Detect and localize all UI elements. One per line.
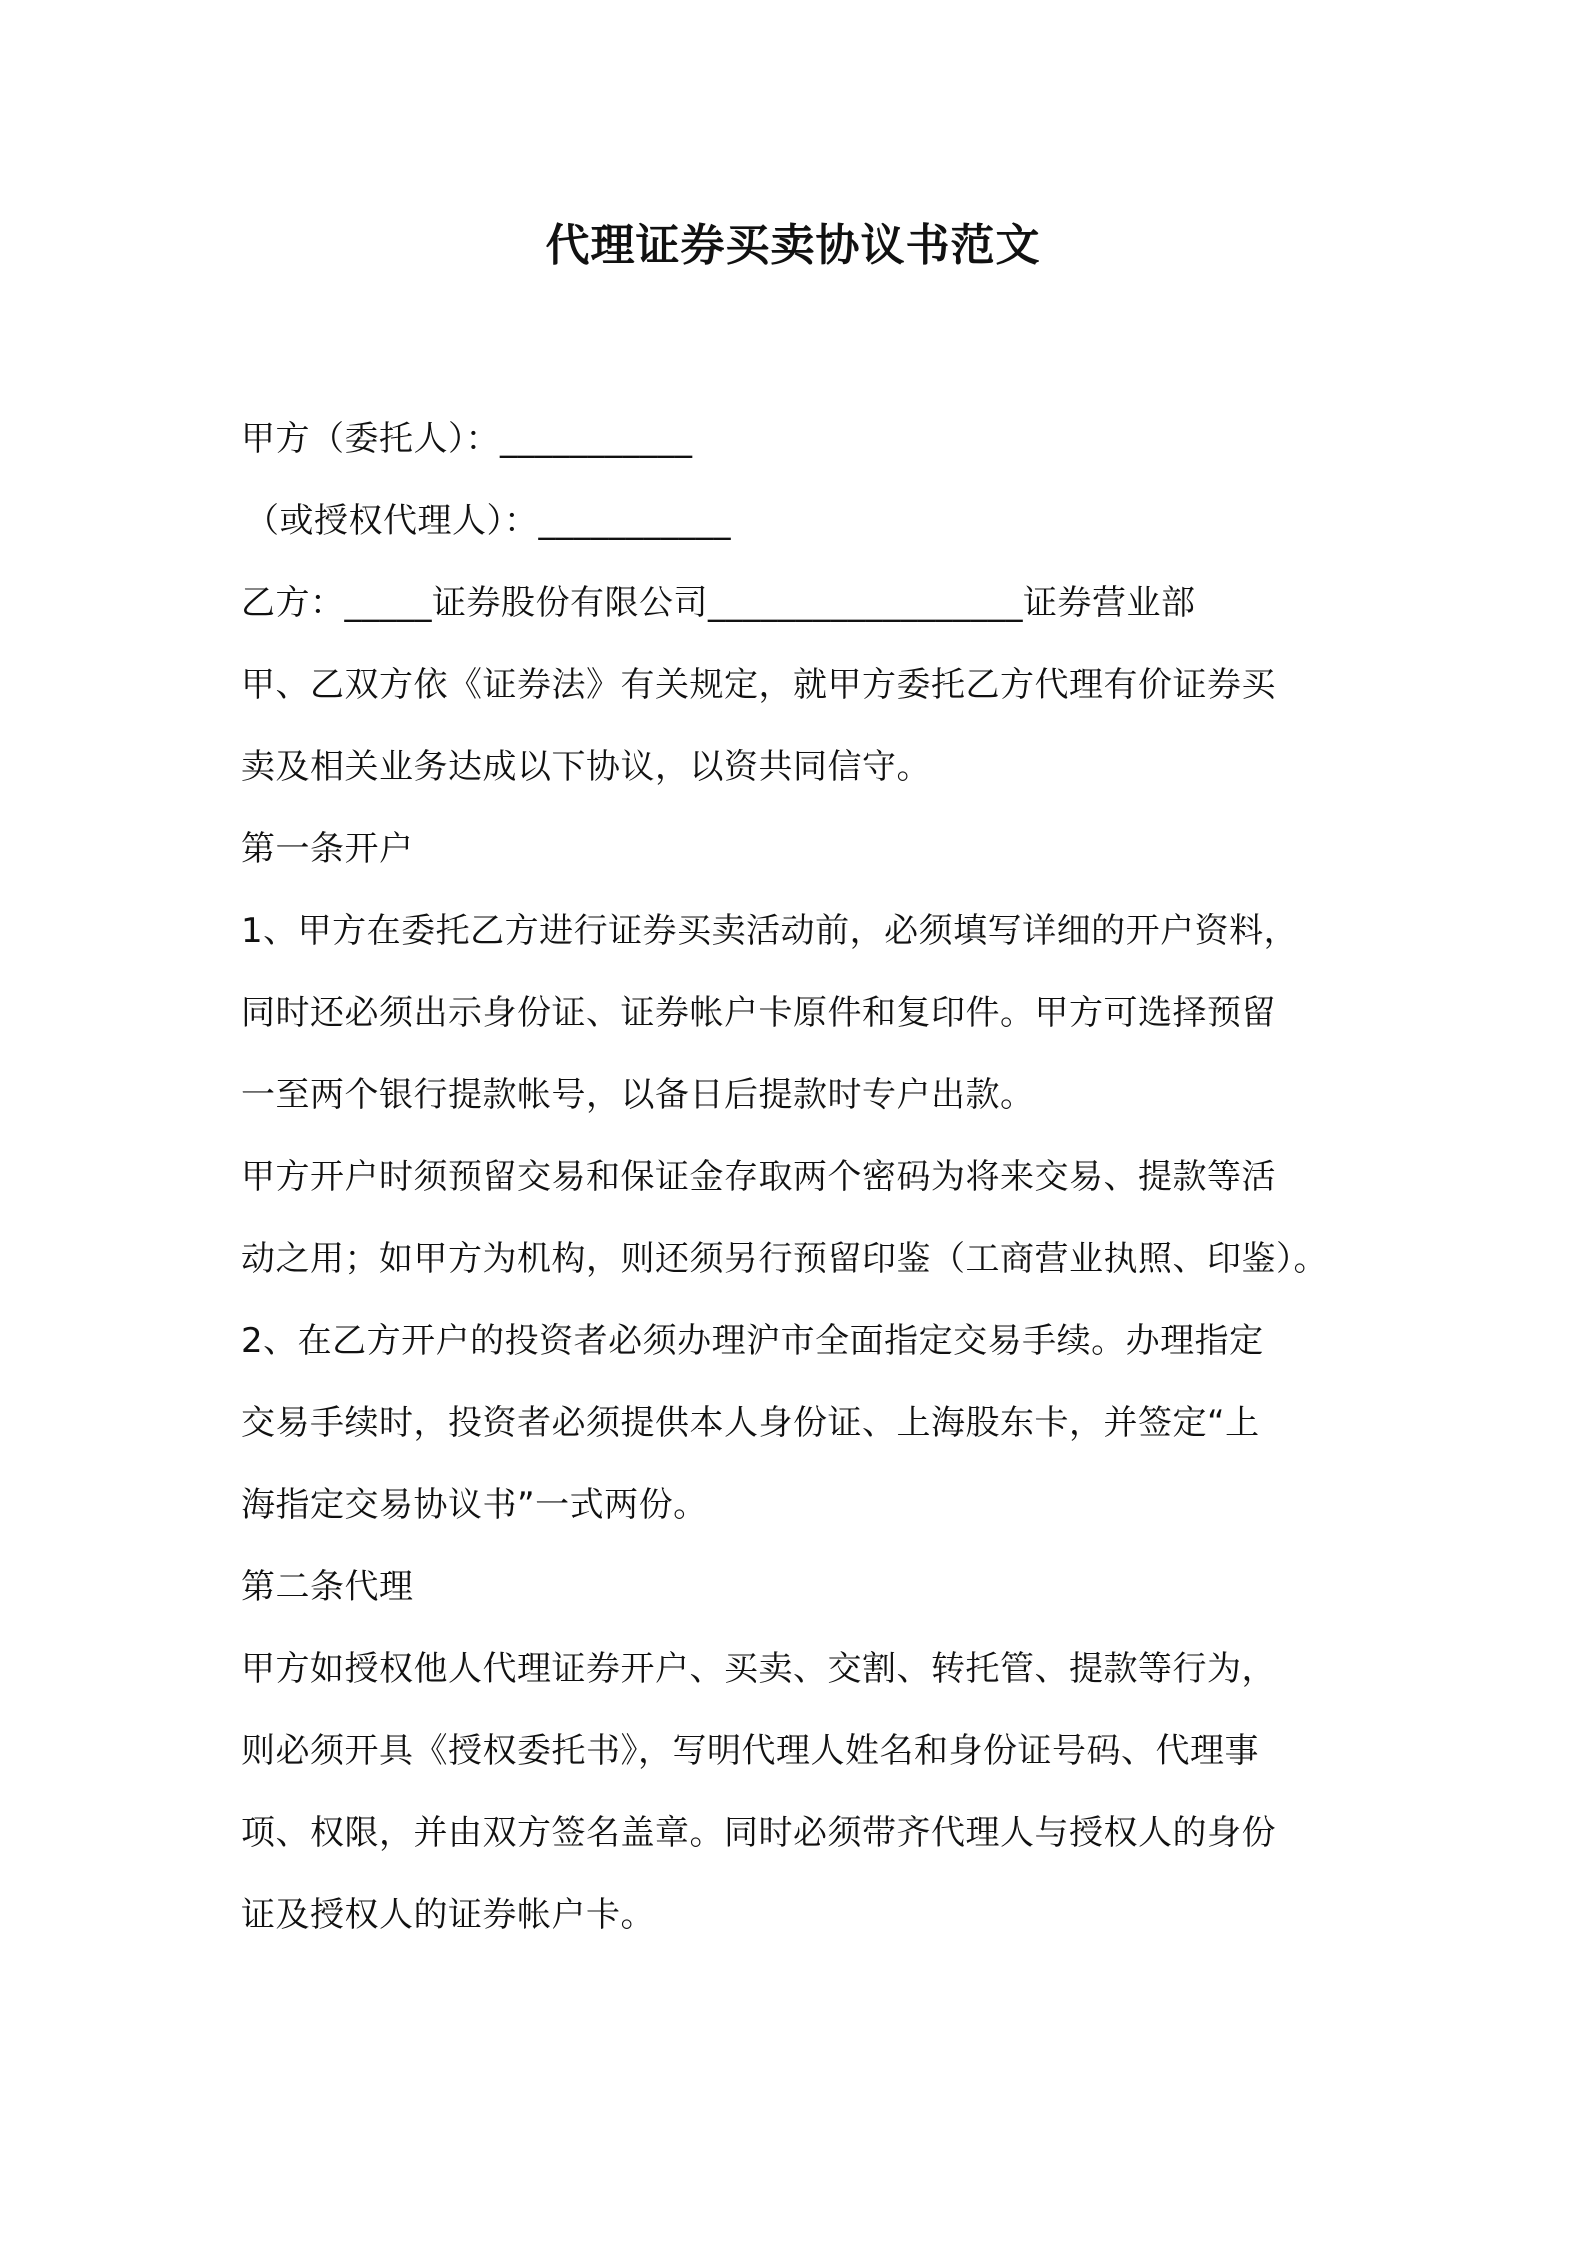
paragraph-line: 甲方如授权他人代理证券开户、买卖、交割、转托管、提款等行为， [241,1649,1276,1689]
paragraph-line: 甲方开户时须预留交易和保证金存取两个密码为将来交易、提款等活 [241,1157,1276,1197]
paragraph-line: 1、甲方在委托乙方进行证券买卖活动前，必须填写详细的开户资料， [241,911,1299,951]
authorized-agent-line: （或授权代理人）：___________ [245,501,731,541]
section-heading-agency: 第二条代理 [241,1567,414,1607]
paragraph-line: 同时还必须出示身份证、证券帐户卡原件和复印件。甲方可选择预留 [241,993,1276,1033]
paragraph-line: 交易手续时，投资者必须提供本人身份证、上海股东卡，并签定“上 [241,1403,1260,1443]
paragraph-line: 则必须开具《授权委托书》，写明代理人姓名和身份证号码、代理事 [241,1731,1259,1771]
party-a-line: 甲方（委托人）：___________ [241,419,693,459]
document-title: 代理证券买卖协议书范文 [545,220,1041,271]
paragraph-line: 一至两个银行提款帐号，以备日后提款时专户出款。 [241,1075,1035,1115]
paragraph-line: 项、权限，并由双方签名盖章。同时必须带齐代理人与授权人的身份 [241,1813,1276,1853]
party-b-line: 乙方：_____证券股份有限公司__________________证券营业部 [241,583,1196,623]
paragraph-line: 甲、乙双方依《证券法》有关规定，就甲方委托乙方代理有价证券买 [241,665,1276,705]
document-body [241,398,1361,1956]
paragraph-line: 2、在乙方开户的投资者必须办理沪市全面指定交易手续。办理指定 [241,1321,1264,1361]
paragraph-line: 卖及相关业务达成以下协议，以资共同信守。 [241,747,931,787]
paragraph-line: 动之用；如甲方为机构，则还须另行预留印鉴（工商营业执照、印鉴）。 [241,1239,1328,1279]
section-heading-account-opening: 第一条开户 [241,829,414,869]
paragraph-line: 证及授权人的证券帐户卡。 [241,1895,655,1935]
paragraph-line: 海指定交易协议书”一式两份。 [241,1485,708,1525]
